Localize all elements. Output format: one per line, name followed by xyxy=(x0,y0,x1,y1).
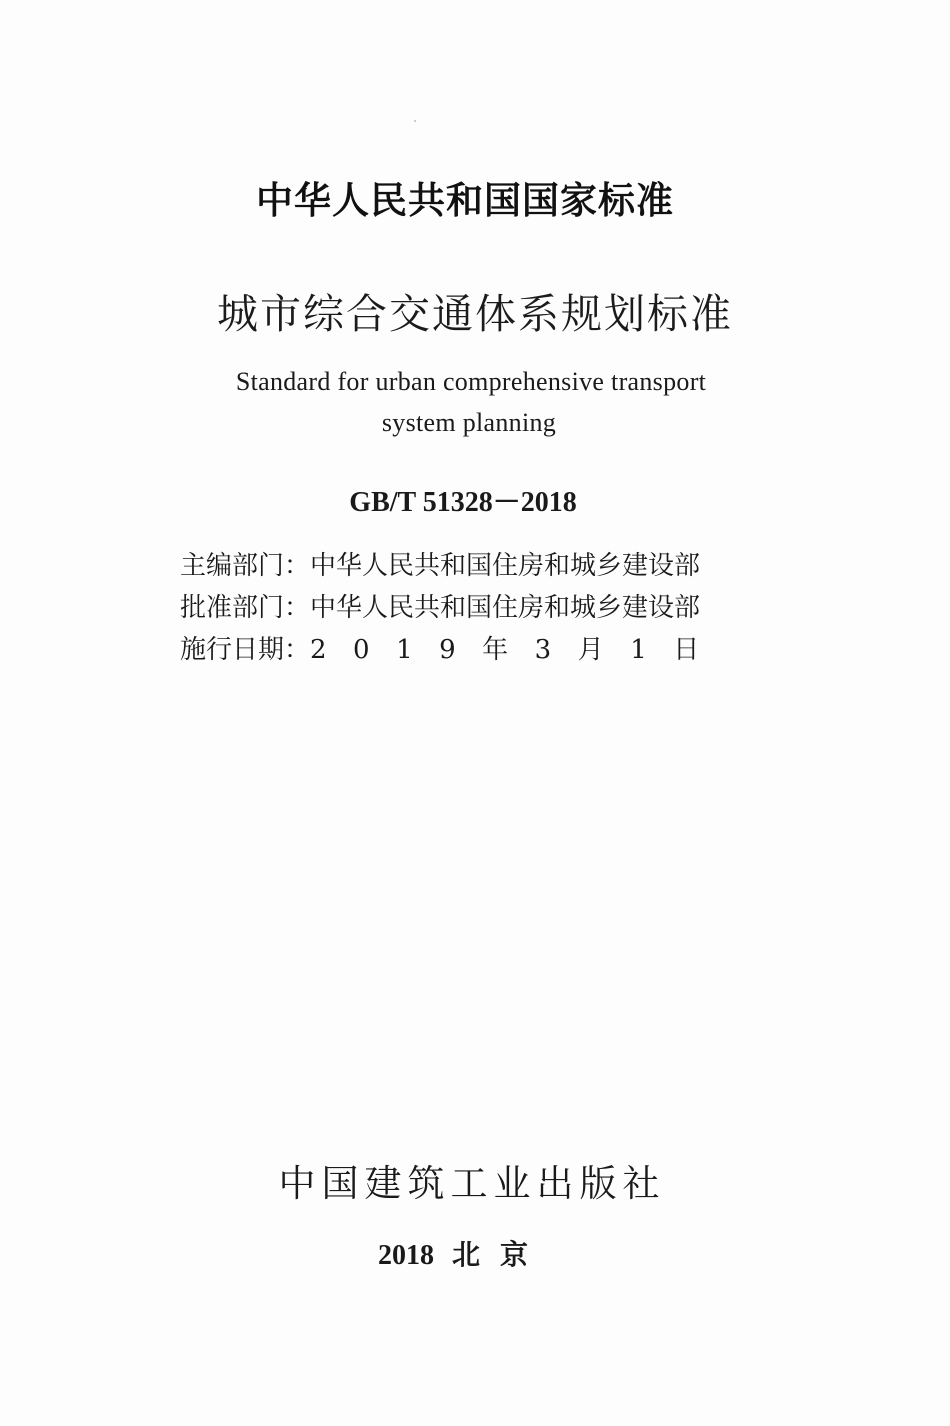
publication-year-and-city xyxy=(0,1233,938,1273)
effective-date-row xyxy=(180,629,760,665)
publication-year: 2018 xyxy=(377,1240,434,1271)
scan-speck xyxy=(414,120,416,122)
editor-value: 中华人民共和国住房和城乡建设部 xyxy=(310,551,701,581)
standard-code: GB/T 51328－2018 xyxy=(349,487,577,518)
approver-label: 批准部门： xyxy=(180,593,311,623)
editor-row xyxy=(180,545,760,581)
editor-label: 主编部门： xyxy=(180,551,311,581)
standard-title-english-line2: system planning xyxy=(381,408,557,437)
approver-row xyxy=(180,587,760,623)
effective-date-label: 施行日期： xyxy=(180,635,311,665)
national-standard-heading: 中华人民共和国国家标准 xyxy=(256,179,674,222)
effective-date-value: 2019年3月1日 xyxy=(310,635,726,665)
standard-title-english-line1: Standard for urban comprehensive transport xyxy=(235,367,707,396)
standard-title-chinese: 城市综合交通体系规划标准 xyxy=(217,290,733,338)
publication-city: 北京 xyxy=(451,1240,548,1271)
publisher-name: 中国建筑工业出版社 xyxy=(278,1162,666,1205)
approver-value: 中华人民共和国住房和城乡建设部 xyxy=(310,593,701,623)
